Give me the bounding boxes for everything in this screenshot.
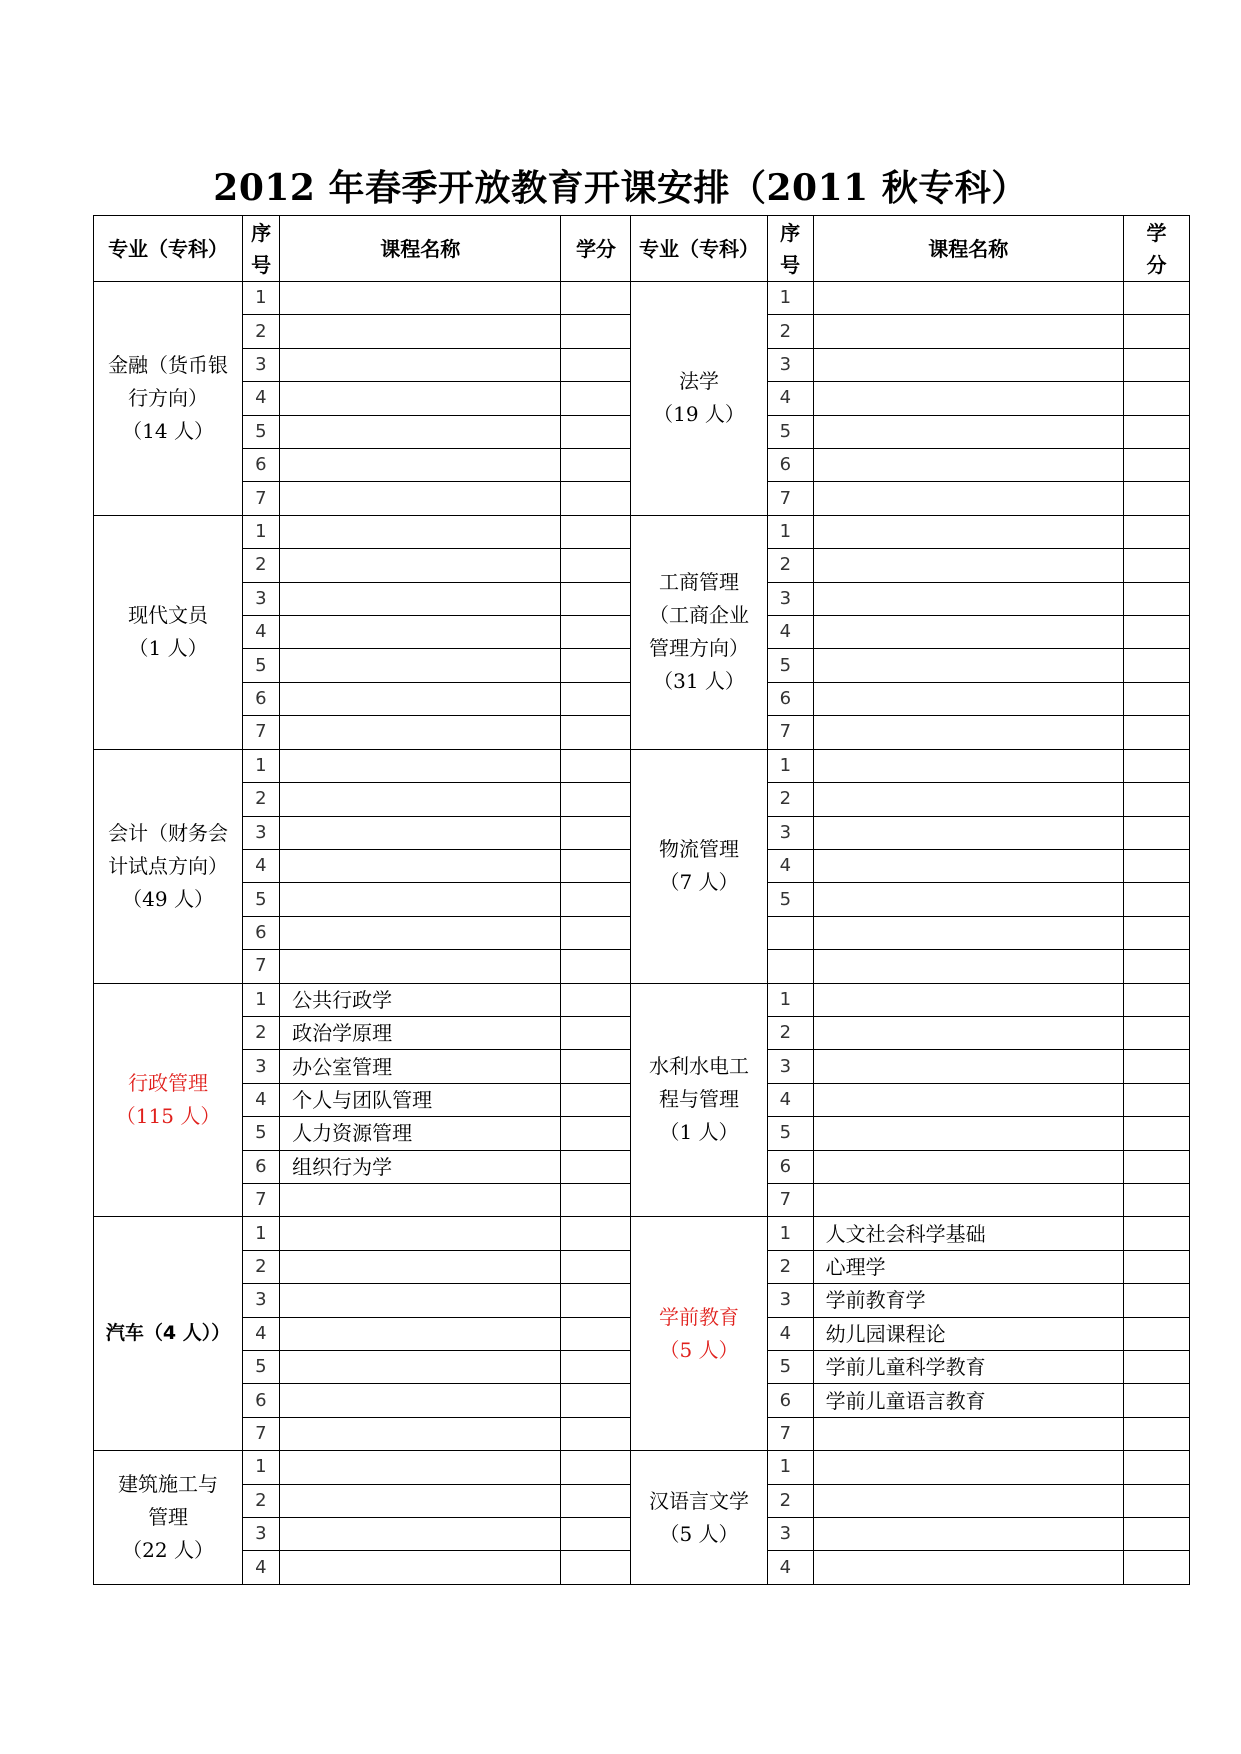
credit-cell (561, 849, 631, 882)
credit-cell (561, 1117, 631, 1150)
course-name-cell (813, 983, 1123, 1016)
course-name-cell (280, 950, 561, 983)
course-name-cell (813, 515, 1123, 548)
seq-cell: 2 (243, 315, 280, 348)
credit-cell (561, 449, 631, 482)
major-cell-right (631, 1217, 767, 1451)
header-course-right: 课程名称 (813, 216, 1123, 282)
credit-cell (561, 1351, 631, 1384)
major-cell-left (94, 1217, 243, 1451)
header-row (94, 216, 1190, 282)
seq-cell: 4 (767, 382, 813, 415)
credit-cell (1123, 950, 1189, 983)
major-line: 水利水电工 (649, 1054, 750, 1079)
table-row (94, 1217, 1190, 1250)
credit-cell (561, 549, 631, 582)
course-name-cell (280, 716, 561, 749)
credit-cell (561, 950, 631, 983)
seq-cell: 7 (243, 1417, 280, 1450)
seq-cell: 1 (243, 282, 280, 315)
major-line: 建筑施工与 (118, 1472, 219, 1497)
major-cell-right (631, 282, 767, 516)
seq-cell (767, 950, 813, 983)
major-line: （1 人） (128, 636, 208, 661)
seq-cell: 2 (767, 315, 813, 348)
credit-cell (1123, 315, 1189, 348)
credit-cell (1123, 1384, 1189, 1417)
major-cell-right (631, 983, 767, 1217)
credit-cell (1123, 682, 1189, 715)
course-name-cell (280, 515, 561, 548)
course-name-cell (813, 1016, 1123, 1049)
major-line: 工商管理 (659, 570, 740, 595)
seq-cell: 1 (243, 1217, 280, 1250)
seq-cell: 1 (243, 515, 280, 548)
seq-cell: 3 (243, 582, 280, 615)
credit-cell (1123, 716, 1189, 749)
credit-cell (1123, 282, 1189, 315)
course-name-cell (280, 1284, 561, 1317)
seq-cell: 6 (243, 916, 280, 949)
seq-cell: 6 (243, 682, 280, 715)
course-name-cell (280, 1217, 561, 1250)
course-name-cell (813, 1417, 1123, 1450)
credit-cell (561, 916, 631, 949)
seq-cell: 4 (243, 1551, 280, 1585)
seq-cell: 7 (767, 716, 813, 749)
credit-cell (561, 1284, 631, 1317)
credit-cell (561, 1451, 631, 1484)
credit-cell (1123, 1217, 1189, 1250)
course-name-cell (280, 616, 561, 649)
seq-cell: 6 (767, 1384, 813, 1417)
credit-cell (561, 883, 631, 916)
major-line: 金融（货币银 (108, 352, 229, 377)
course-name-cell (813, 1518, 1123, 1551)
credit-cell (561, 282, 631, 315)
seq-cell: 3 (767, 348, 813, 381)
seq-cell: 3 (243, 1284, 280, 1317)
credit-cell (1123, 1083, 1189, 1116)
course-name-cell (813, 816, 1123, 849)
table-row (94, 282, 1190, 315)
seq-cell: 2 (767, 549, 813, 582)
course-name-cell (280, 482, 561, 515)
seq-cell: 5 (767, 1351, 813, 1384)
major-line: （5 人） (659, 1337, 739, 1362)
seq-cell: 2 (243, 1016, 280, 1049)
major-line: 计试点方向） (108, 853, 229, 878)
header-major-left: 专业（专科） (94, 216, 243, 282)
course-name-cell (813, 482, 1123, 515)
seq-cell: 5 (243, 1351, 280, 1384)
course-name-cell (813, 1117, 1123, 1150)
course-name-cell: 学前儿童科学教育 (813, 1351, 1123, 1384)
header-seq-line2: 号 (251, 252, 272, 277)
credit-cell (1123, 1551, 1189, 1585)
course-name-cell: 个人与团队管理 (280, 1083, 561, 1116)
credit-cell (561, 783, 631, 816)
seq-cell: 7 (243, 482, 280, 515)
course-name-cell (280, 783, 561, 816)
major-line: 管理方向） (649, 636, 750, 661)
course-name-cell (280, 582, 561, 615)
seq-cell (767, 916, 813, 949)
credit-cell (1123, 783, 1189, 816)
credit-cell (561, 382, 631, 415)
major-cell-left (94, 749, 243, 983)
credit-cell (561, 482, 631, 515)
course-name-cell (813, 1050, 1123, 1083)
header-credit-right (1123, 216, 1189, 282)
credit-cell (1123, 1250, 1189, 1283)
credit-cell (561, 1050, 631, 1083)
header-major-right: 专业（专科） (631, 216, 767, 282)
course-name-cell (813, 1083, 1123, 1116)
course-name-cell (813, 549, 1123, 582)
seq-cell: 5 (243, 415, 280, 448)
course-name-cell (280, 549, 561, 582)
major-cell-left (94, 983, 243, 1217)
major-line: （5 人） (659, 1521, 739, 1546)
credit-cell (1123, 1451, 1189, 1484)
seq-cell: 7 (243, 1183, 280, 1216)
major-line: 行政管理 (128, 1070, 209, 1095)
major-line: （115 人） (115, 1103, 221, 1128)
course-name-cell (813, 348, 1123, 381)
major-cell-left (94, 282, 243, 516)
credit-cell (1123, 1117, 1189, 1150)
credit-cell (1123, 1518, 1189, 1551)
course-name-cell (280, 1417, 561, 1450)
credit-cell (1123, 449, 1189, 482)
course-name-cell (813, 449, 1123, 482)
course-name-cell (280, 1451, 561, 1484)
course-name-cell: 政治学原理 (280, 1016, 561, 1049)
seq-cell: 3 (767, 1050, 813, 1083)
course-name-cell (280, 449, 561, 482)
credit-cell (1123, 1484, 1189, 1517)
course-name-cell (280, 415, 561, 448)
credit-cell (561, 1250, 631, 1283)
credit-cell (561, 1518, 631, 1551)
credit-cell (561, 1016, 631, 1049)
seq-cell: 5 (767, 415, 813, 448)
course-name-cell (280, 682, 561, 715)
course-name-cell (813, 883, 1123, 916)
credit-cell (561, 1384, 631, 1417)
course-name-cell (280, 916, 561, 949)
credit-cell (561, 1317, 631, 1350)
seq-cell: 6 (243, 1384, 280, 1417)
credit-cell (1123, 582, 1189, 615)
major-line: （1 人） (659, 1120, 739, 1145)
major-line: 汽车（4 人）） (105, 1322, 231, 1345)
credit-cell (561, 1183, 631, 1216)
credit-cell (1123, 1050, 1189, 1083)
seq-cell: 4 (243, 616, 280, 649)
seq-cell: 6 (767, 682, 813, 715)
major-line: （49 人） (122, 886, 214, 911)
course-name-cell: 学前儿童语言教育 (813, 1384, 1123, 1417)
credit-cell (1123, 616, 1189, 649)
seq-cell: 4 (243, 849, 280, 882)
course-name-cell (280, 1351, 561, 1384)
course-name-cell (280, 883, 561, 916)
credit-cell (561, 682, 631, 715)
credit-cell (1123, 1317, 1189, 1350)
major-line: 法学 (679, 369, 720, 394)
credit-cell (561, 1150, 631, 1183)
course-name-cell (813, 716, 1123, 749)
course-name-cell: 人文社会科学基础 (813, 1217, 1123, 1250)
course-name-cell (813, 1484, 1123, 1517)
major-line: （19 人） (653, 402, 745, 427)
seq-cell: 5 (243, 649, 280, 682)
course-name-cell (813, 1183, 1123, 1216)
major-line: 学前教育 (659, 1304, 740, 1329)
credit-cell (561, 315, 631, 348)
major-line: 会计（财务会 (108, 820, 229, 845)
course-name-cell (280, 1518, 561, 1551)
course-name-cell: 人力资源管理 (280, 1117, 561, 1150)
seq-cell: 4 (767, 1551, 813, 1585)
seq-cell: 7 (767, 1417, 813, 1450)
seq-cell: 6 (243, 1150, 280, 1183)
course-name-cell: 幼儿园课程论 (813, 1317, 1123, 1350)
course-name-cell (280, 1250, 561, 1283)
table-row (94, 1451, 1190, 1484)
course-name-cell (813, 1451, 1123, 1484)
seq-cell: 3 (243, 1050, 280, 1083)
course-name-cell (813, 916, 1123, 949)
course-name-cell (280, 1183, 561, 1216)
credit-cell (561, 983, 631, 1016)
course-schedule-table (93, 215, 1190, 1585)
seq-cell: 1 (767, 1451, 813, 1484)
seq-cell: 4 (767, 849, 813, 882)
seq-cell: 2 (243, 1484, 280, 1517)
credit-cell (561, 515, 631, 548)
seq-cell: 7 (243, 950, 280, 983)
seq-cell: 4 (767, 1317, 813, 1350)
seq-cell: 3 (767, 1284, 813, 1317)
seq-cell: 1 (767, 1217, 813, 1250)
credit-cell (1123, 348, 1189, 381)
course-name-cell (280, 1384, 561, 1417)
credit-cell (1123, 916, 1189, 949)
major-line: 现代文员 (128, 603, 209, 628)
credit-cell (561, 749, 631, 782)
major-line: （31 人） (653, 669, 745, 694)
major-cell-left (94, 515, 243, 749)
course-name-cell (813, 1551, 1123, 1585)
table-row (94, 749, 1190, 782)
course-name-cell: 公共行政学 (280, 983, 561, 1016)
credit-cell (561, 1417, 631, 1450)
page-title: 2012 年春季开放教育开课安排（2011 秋专科） (213, 167, 1028, 209)
seq-cell: 1 (243, 749, 280, 782)
seq-cell: 5 (243, 1117, 280, 1150)
seq-cell: 1 (243, 1451, 280, 1484)
seq-cell: 2 (243, 1250, 280, 1283)
header-credit-line2: 分 (1146, 252, 1167, 277)
course-name-cell: 组织行为学 (280, 1150, 561, 1183)
course-name-cell (813, 783, 1123, 816)
course-name-cell (813, 315, 1123, 348)
credit-cell (1123, 983, 1189, 1016)
credit-cell (1123, 816, 1189, 849)
seq-cell: 2 (767, 1484, 813, 1517)
seq-cell: 1 (767, 282, 813, 315)
major-cell-right (631, 515, 767, 749)
seq-cell: 5 (767, 1117, 813, 1150)
seq-cell: 4 (243, 1317, 280, 1350)
major-cell-right (631, 1451, 767, 1585)
seq-cell: 6 (767, 1150, 813, 1183)
credit-cell (561, 616, 631, 649)
course-name-cell (280, 315, 561, 348)
course-name-cell (813, 1150, 1123, 1183)
credit-cell (1123, 1351, 1189, 1384)
credit-cell (561, 348, 631, 381)
header-seq-line1: 序 (780, 220, 801, 245)
seq-cell: 1 (767, 515, 813, 548)
course-name-cell (280, 348, 561, 381)
header-seq-line2: 号 (780, 252, 801, 277)
table-body (94, 282, 1190, 1585)
seq-cell: 3 (243, 348, 280, 381)
course-name-cell (813, 849, 1123, 882)
course-name-cell (813, 682, 1123, 715)
seq-cell: 1 (243, 983, 280, 1016)
major-line: 汉语言文学 (649, 1488, 750, 1513)
course-name-cell (813, 582, 1123, 615)
credit-cell (1123, 1016, 1189, 1049)
seq-cell: 2 (767, 1016, 813, 1049)
major-line: 行方向） (128, 385, 209, 410)
course-name-cell (280, 649, 561, 682)
major-line: （22 人） (122, 1538, 214, 1563)
course-name-cell (280, 1317, 561, 1350)
table-row (94, 515, 1190, 548)
credit-cell (1123, 849, 1189, 882)
header-course-left: 课程名称 (280, 216, 561, 282)
seq-cell: 5 (243, 883, 280, 916)
credit-cell (1123, 883, 1189, 916)
course-name-cell (813, 616, 1123, 649)
seq-cell: 3 (767, 1518, 813, 1551)
course-name-cell (813, 415, 1123, 448)
credit-cell (561, 649, 631, 682)
course-name-cell (813, 749, 1123, 782)
credit-cell (561, 415, 631, 448)
credit-cell (1123, 1417, 1189, 1450)
course-name-cell (280, 816, 561, 849)
header-credit-line1: 学 (1146, 220, 1167, 245)
seq-cell: 2 (243, 783, 280, 816)
seq-cell: 4 (767, 1083, 813, 1116)
credit-cell (1123, 1150, 1189, 1183)
credit-cell (561, 1217, 631, 1250)
course-name-cell: 学前教育学 (813, 1284, 1123, 1317)
credit-cell (1123, 1284, 1189, 1317)
seq-cell: 4 (767, 616, 813, 649)
seq-cell: 4 (243, 1083, 280, 1116)
course-name-cell (813, 382, 1123, 415)
seq-cell: 6 (243, 449, 280, 482)
seq-cell: 7 (767, 1183, 813, 1216)
seq-cell: 2 (243, 549, 280, 582)
credit-cell (561, 1551, 631, 1585)
course-name-cell (280, 282, 561, 315)
major-line: 管理 (148, 1505, 189, 1530)
course-name-cell (813, 282, 1123, 315)
table-row (94, 983, 1190, 1016)
seq-cell: 1 (767, 983, 813, 1016)
seq-cell: 7 (243, 716, 280, 749)
course-name-cell (280, 849, 561, 882)
major-line: 程与管理 (659, 1087, 740, 1112)
credit-cell (1123, 482, 1189, 515)
credit-cell (1123, 749, 1189, 782)
credit-cell (1123, 1183, 1189, 1216)
seq-cell: 2 (767, 783, 813, 816)
course-name-cell: 心理学 (813, 1250, 1123, 1283)
credit-cell (1123, 515, 1189, 548)
credit-cell (561, 1484, 631, 1517)
credit-cell (561, 1083, 631, 1116)
major-cell-right (631, 749, 767, 983)
course-name-cell (280, 1484, 561, 1517)
course-name-cell (280, 1551, 561, 1585)
seq-cell: 5 (767, 883, 813, 916)
seq-cell: 5 (767, 649, 813, 682)
major-line: （7 人） (659, 870, 739, 895)
major-line: （工商企业 (649, 603, 750, 628)
credit-cell (561, 582, 631, 615)
seq-cell: 3 (767, 816, 813, 849)
credit-cell (1123, 415, 1189, 448)
seq-cell: 3 (243, 816, 280, 849)
major-line: 物流管理 (659, 837, 740, 862)
seq-cell: 6 (767, 449, 813, 482)
seq-cell: 1 (767, 749, 813, 782)
course-name-cell (280, 749, 561, 782)
seq-cell: 3 (767, 582, 813, 615)
course-name-cell (813, 950, 1123, 983)
course-name-cell: 办公室管理 (280, 1050, 561, 1083)
major-line: （14 人） (122, 418, 214, 443)
seq-cell: 4 (243, 382, 280, 415)
course-name-cell (813, 649, 1123, 682)
credit-cell (1123, 649, 1189, 682)
major-cell-left (94, 1451, 243, 1585)
course-name-cell (280, 382, 561, 415)
header-seq-left (243, 216, 280, 282)
seq-cell: 2 (767, 1250, 813, 1283)
seq-cell: 7 (767, 482, 813, 515)
seq-cell: 3 (243, 1518, 280, 1551)
credit-cell (561, 816, 631, 849)
header-credit-left: 学分 (561, 216, 631, 282)
header-seq-right (767, 216, 813, 282)
credit-cell (1123, 549, 1189, 582)
header-seq-line1: 序 (251, 220, 272, 245)
credit-cell (561, 716, 631, 749)
credit-cell (1123, 382, 1189, 415)
